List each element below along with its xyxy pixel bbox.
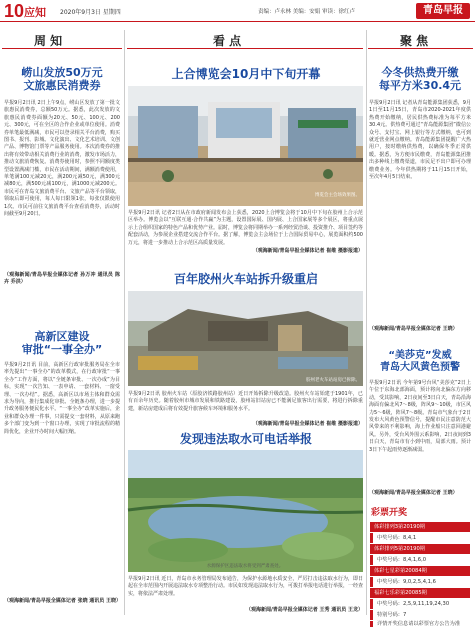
article-title-railway: 百年胶州火车站拆升级重启 bbox=[173, 272, 318, 286]
title-line: 每平方米30.4元 bbox=[378, 79, 462, 93]
article-title-reservoir: 发现违法取水可电话举报 bbox=[179, 432, 312, 446]
article-source-expo: （观海新闻/青岛早报全媒体记者 崔维 摄影报道） bbox=[252, 248, 363, 254]
article-body-railway: 早报9月2日讯 胶州火车站（原胶济铁路胶州站）近日开始拆除升级改造。胶州火车站始建于1901年，已有百余年历史。随着胶州市城市发展和铁路建设，胶州站旧站房已不能满足旅客出行需要，将进行拆除重建，新站房建成后将有效提升旅客候车环境和服务水平。 bbox=[128, 391, 363, 412]
article-title-consumption bbox=[4, 66, 120, 92]
lottery-row: 中奖号码：9,0,2,5,4,1,6 bbox=[370, 577, 470, 587]
title-line: 文旅惠民消费券 bbox=[23, 79, 101, 93]
article-body-stream: 早报9月2日讯 目前，高新区行政审批服务局在全市率先提出“一事全办”的改革模式，在行政审批“一事全办”工作方面，将以“全链条审批、一次办成”为目标，实现“一次告知、一表申请、一套材料、一窗受理、一次办结”。据悉，高新区以市场主体和群众需求为导向，推行集成化审批、全链条办理，进一步提升政务服务便民化水平。“一事全办”改革实施后，企业和群众办理一件事，只需提交一套材料，从原来跑多个部门变为到一个窗口办理，实现了审批流程的精简优化，企业开办时间大幅压缩。 bbox=[4, 362, 120, 435]
article-body-heating: 早报9月2日讯 记者从青岛能源集团获悉，9月1日至11月15日，青岛市2020-2021年度供热费开始缴纳，居民供热费标准为每平方米30.4元。供热费可通过“青岛能源集团”微信公众号、支付宝、网上银行等方式缴纳，也可到就近营业网点缴纳。青岛能源集团提醒广大热用户，按时缴纳供热费，以确保冬季正常供暖。据悉，为方便市民缴费，青岛能源集团推出多种线上缴费渠道，市民足不出户即可办理缴费业务。今年供热期将于11月15日开始，至次年4月5日结束。 bbox=[369, 100, 471, 181]
lottery-row: 体彩排列5第20190期 bbox=[370, 544, 470, 554]
article-source-stream: （观海新闻/青岛早报全媒体记者 张晓 通讯员 王晓） bbox=[4, 598, 122, 604]
lottery-row: 福彩七乐彩第20085期 bbox=[370, 588, 470, 598]
issue-date: 2020年9月3日 星期四 bbox=[60, 9, 121, 16]
title-line: 高新区建设 bbox=[34, 330, 90, 343]
column-separator bbox=[124, 30, 125, 615]
article-body-typhoon: 早报9月2日讯 今年第9号台风“美莎克”2日上午位于东海北部海面，预计将向北偏东方向移动，受其影响，2日夜间至3日白天，青岛沿海海面有偏北风7～8级，阵风9～10级，市区风力5～6级，阵风7～8级。青岛市气象台于2日发布大风黄色预警信号，提醒市民注意防范大风带来的不利影响，海上作业船只注意回港避风。另外，受台风外围云系影响，2日夜间到3日白天，青岛市有小到中雨，局部大雨。预计3日下午起雨势逐渐减弱。 bbox=[369, 380, 471, 453]
railway-photo-caption: 胶州老火车站站房已拆除。 bbox=[306, 378, 360, 383]
lottery-row: 中奖号码：8,4,1,6,0 bbox=[370, 555, 470, 565]
lottery-row: 特别号码：7 bbox=[370, 610, 470, 620]
title-line: 今冬供热费开缴 bbox=[381, 66, 459, 79]
divider bbox=[368, 48, 473, 49]
title-line: 崂山发放50万元 bbox=[21, 66, 103, 79]
divider bbox=[127, 48, 363, 49]
lottery-row: 体彩排列3第20190期 bbox=[370, 522, 470, 532]
article-source-heating: （观海新闻/青岛早报全媒体记者 王晓） bbox=[369, 326, 458, 332]
editors-line: 责编：卢永林 美编：安娟 审读：徐红卢 bbox=[258, 9, 355, 15]
article-body-expo: 早报9月2日讯 记者2日从在市政府新闻发布会上获悉，2020上合博览会将于10月中下旬在胶州上合示范区举办。博览会以“互联互通·合作共赢”为主题，设置国际展、国内展、上合国家展等多个展区，将重点展示上合组织国家的特色产品和优势产业。届时，博览会将同期举办一系列经贸洽谈、投资推介、项目签约等配套活动，为参展企业搭建交流合作平台。据了解，博览会主会场位于上合国际贸易中心，展览面积约500万元，将进一步推动上合示范区高质量发展。 bbox=[128, 210, 364, 246]
expo-photo-caption: 博览会主会场效果图。 bbox=[315, 193, 360, 198]
column-head-middle: 看 点 bbox=[213, 34, 242, 48]
column-separator bbox=[366, 30, 367, 615]
railway-photo bbox=[128, 291, 363, 386]
page-number: 10 bbox=[4, 1, 25, 21]
article-title-stream bbox=[4, 330, 120, 356]
lottery-note: 详情开奖信息请以彩票官方公告为准 bbox=[370, 621, 470, 627]
lottery-row: 体彩七星彩第20084期 bbox=[370, 566, 470, 576]
section-name: 应知 bbox=[24, 6, 46, 19]
lottery-row: 中奖号码：2,5,9,11,19,24,30 bbox=[370, 599, 470, 609]
expo-photo bbox=[128, 86, 363, 206]
article-title-expo: 上合博览会10月中下旬开幕 bbox=[171, 67, 321, 81]
title-line: 青岛大风黄色预警 bbox=[380, 362, 460, 373]
column-head-left: 周 知 bbox=[34, 34, 63, 48]
title-line: “美莎克”发威 bbox=[388, 350, 452, 361]
article-source-railway: （观海新闻/青岛早报全媒体记者 崔维 摄影报道） bbox=[252, 421, 363, 427]
article-source-consumption: （观海新闻/青岛早报全媒体记者 孙万冲 通讯员 陈卉 乔洪） bbox=[4, 272, 120, 286]
article-source-typhoon: （观海新闻/青岛早报全媒体记者 王晓） bbox=[369, 490, 458, 496]
article-title-heating bbox=[368, 66, 472, 92]
title-line: 审批“一事全办” bbox=[21, 343, 103, 357]
article-source-reservoir: （观海新闻/青岛早报全媒体记者 王秀 通讯员 王龙） bbox=[245, 607, 363, 613]
newspaper-logo: 青岛早报 bbox=[416, 3, 470, 19]
article-body-reservoir: 早报9月2日讯 近日，青岛市水务管理局发布通告，为保护水源地水质安全，严厉打击违法取水行为，即日起在全市范围内开展违法取水专项整治行动。市民如发现违法取水行为，可拨打举报电话进行举报，一经查实，将依法严肃处理。 bbox=[128, 576, 364, 597]
page-header bbox=[0, 0, 475, 22]
reservoir-photo bbox=[128, 450, 363, 572]
lottery-row: 中奖号码：8,4,1 bbox=[370, 533, 470, 543]
lottery-box bbox=[370, 522, 470, 628]
lottery-title: 彩票开奖 bbox=[371, 508, 408, 518]
column-head-right: 聚 焦 bbox=[400, 34, 429, 48]
article-body-consumption: 早报9月2日讯 2日上午9点，崂山区发放了第一批文旅惠民消费券，总额50万元。据悉，此次发放的文旅惠民消费券面额为20元、50元、100元、200元、300元，可在全区的合作企业或单位使用。消费券单笔最低满减，市民可以登录相关平台消费，购买图书、报刊、影城、文化演出、文化艺术培训、文创产品、博物馆门票等产品服务使用。本次消费券的推出将有效带动相关消费行业的消费，激发市场活力，推动文旅消费恢复。消费券使用时，参照不同额度类型设置满减门槛，市民在活动期间，满额消费使用，单笔满100元减20元，满200元减50元，满300元减80元，满500元减100元，满1000元减200元。市民可在青岛文旅消费平台、文旅产品等平台领取，领取后即可使用，每人每日限领1张，每张仅限使用1次。市民可前往文旅消费平台查看消费券，活动时间截至9月20日。 bbox=[4, 100, 120, 218]
reservoir-photo-caption: 水源保护区违法取水将受到严肃查处。 bbox=[206, 564, 284, 569]
article-title-typhoon bbox=[368, 350, 472, 374]
divider bbox=[2, 48, 122, 49]
